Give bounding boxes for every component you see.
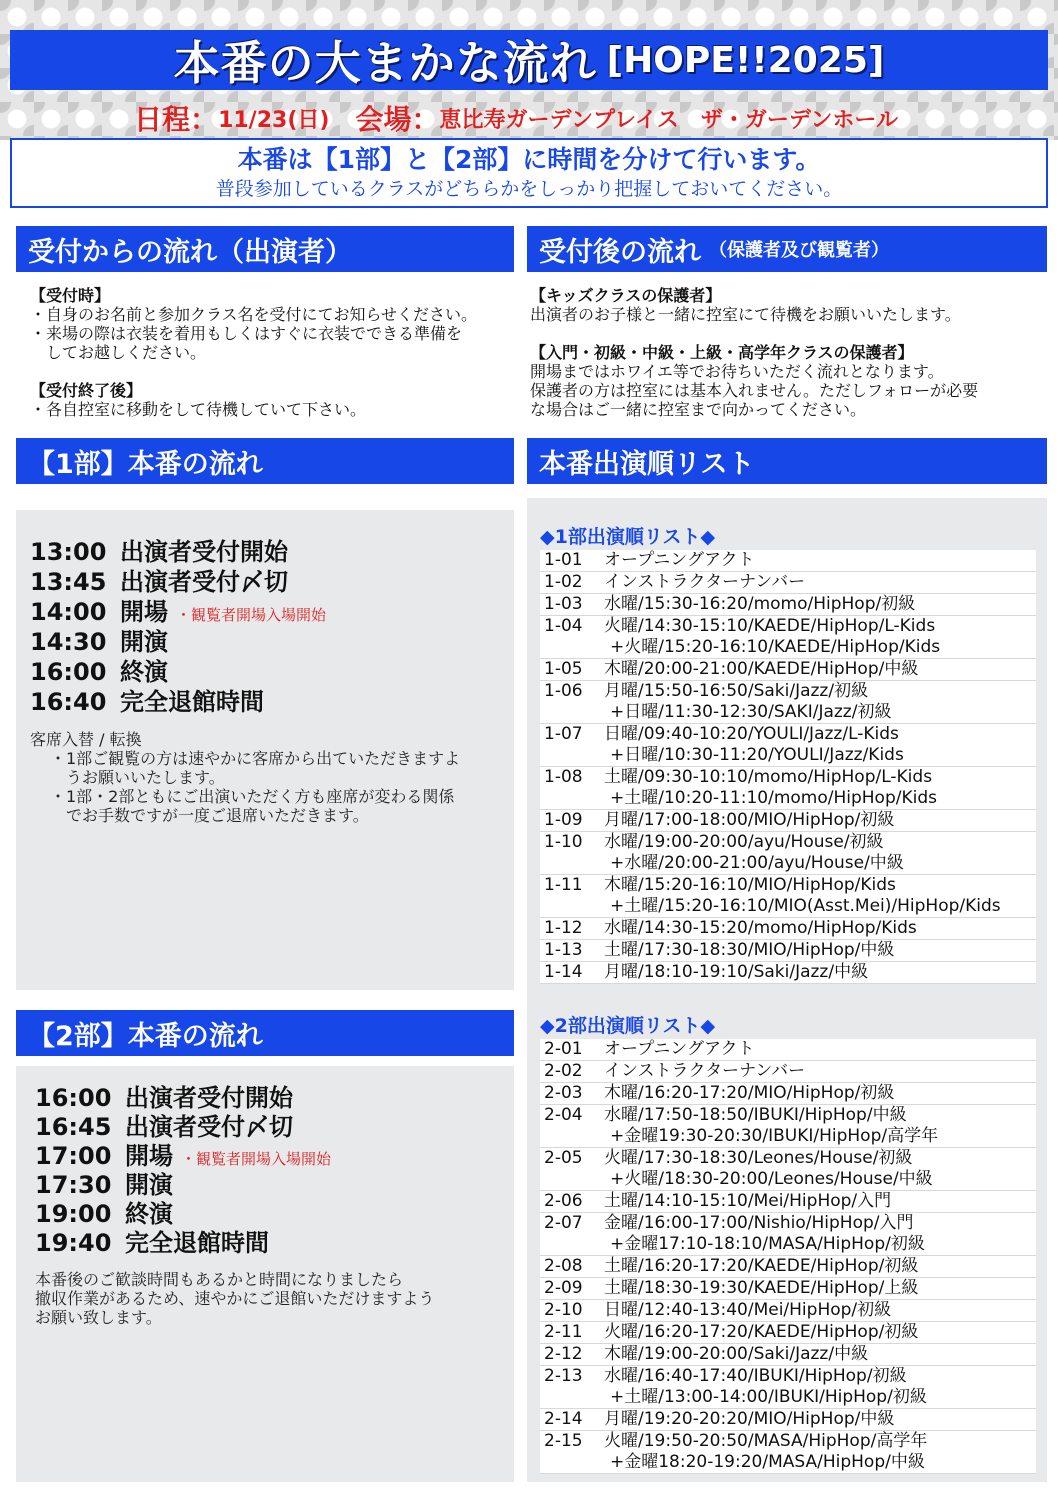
event-name: [HOPE!!2025]	[606, 39, 885, 81]
part1-note	[30, 730, 506, 825]
timeline-time: 16:00	[35, 1084, 112, 1112]
part2-note-line: お願い致します。	[35, 1308, 162, 1327]
order-line: +日曜/10:30-11:20/YOULI/Jazz/Kids	[610, 745, 904, 765]
order-number: 2-10	[544, 1300, 583, 1320]
order-line: 月曜/15:50-16:50/Saki/Jazz/初級	[604, 681, 869, 701]
part2-order-block	[540, 1011, 1036, 1474]
order-line: +金曜18:20-19:20/MASA/HipHop/中級	[610, 1452, 925, 1472]
order-line: 月曜/19:20-20:20/MIO/HipHop/中級	[604, 1409, 895, 1429]
timeline-time: 16:45	[35, 1113, 112, 1141]
part2-note-line: 本番後のご歓談時間もあるかと時間になりましたら	[35, 1270, 404, 1289]
timeline-time: 13:45	[30, 568, 107, 596]
timeline-label: 開場	[125, 1142, 173, 1170]
order-list-header	[527, 438, 1047, 484]
reception-heading: 【受付時】	[30, 286, 111, 305]
kids-guardian-line: 出演者のお子様と一緒に控室にて待機をお願いいたします。	[530, 305, 961, 324]
part2-note-line: 撤収作業があるため、速やかにご退館いただけますよう	[35, 1289, 435, 1308]
order-line: +土曜/13:00-14:00/IBUKI/HipHop/初級	[610, 1387, 927, 1407]
order-item	[540, 962, 1036, 984]
order-item	[540, 1344, 1036, 1366]
order-line: 水曜/19:00-20:00/ayu/House/初級	[604, 832, 884, 852]
timeline-label: 開演	[120, 628, 168, 656]
timeline-time: 14:30	[30, 628, 107, 656]
order-description	[604, 1344, 1036, 1365]
order-description	[604, 1213, 1036, 1255]
part2-note	[35, 1270, 505, 1327]
order-number: 2-01	[544, 1039, 583, 1059]
part2-timeline	[35, 1078, 332, 1257]
other-guardian-line: な場合はご一緒に控室まで向かってください。	[530, 400, 867, 419]
part1-flow-header	[16, 438, 514, 484]
order-number: 2-04	[544, 1105, 583, 1125]
timeline-time: 17:30	[35, 1171, 112, 1199]
order-description	[604, 918, 1036, 939]
title-banner	[10, 30, 1048, 90]
order-line: 水曜/14:30-15:20/momo/HipHop/Kids	[604, 918, 917, 938]
part1-note-line: うお願いいたします。	[66, 768, 225, 787]
venue-label: 会場：	[355, 103, 440, 136]
order-line: 土曜/17:30-18:30/MIO/HipHop/中級	[604, 940, 895, 960]
order-line: 火曜/16:20-17:20/KAEDE/HipHop/初級	[604, 1322, 919, 1342]
other-guardian-line: 保護者の方は控室には基本入れません。ただしフォローが必要	[530, 381, 979, 400]
order-item	[540, 1213, 1036, 1256]
order-number: 1-02	[544, 572, 583, 592]
order-line: 月曜/18:10-19:10/Saki/Jazz/中級	[604, 962, 869, 982]
order-item	[540, 1061, 1036, 1083]
order-item	[540, 875, 1036, 918]
order-item	[540, 594, 1036, 616]
order-line: オープニングアクト	[604, 1039, 755, 1059]
order-line: +土曜/10:20-11:10/momo/HipHop/Kids	[610, 788, 937, 808]
order-number: 2-03	[544, 1083, 583, 1103]
order-description	[604, 962, 1036, 983]
guardian-flow-title: 受付後の流れ	[539, 236, 701, 268]
performer-flow-text	[30, 286, 514, 419]
timeline-time: 14:00	[30, 598, 107, 626]
order-line: 木曜/15:20-16:10/MIO/HipHop/Kids	[604, 875, 896, 895]
page-title: 本番の大まかな流れ	[173, 36, 597, 90]
timeline-label: 出演者受付開始	[125, 1084, 293, 1112]
order-item	[540, 572, 1036, 594]
order-number: 1-10	[544, 832, 583, 852]
order-line: 火曜/17:30-18:30/Leones/House/初級	[604, 1148, 913, 1168]
order-line: 木曜/19:00-20:00/Saki/Jazz/中級	[604, 1344, 869, 1364]
part1-order-list	[540, 550, 1036, 984]
notice-sub: 普段参加しているクラスがどちらかをしっかり把握しておいてください。	[215, 178, 843, 200]
notice-main: 本番は【1部】と【2部】に時間を分けて行います。	[237, 145, 821, 174]
order-item	[540, 616, 1036, 659]
order-description	[604, 767, 1036, 809]
order-item	[540, 659, 1036, 681]
timeline-time: 16:00	[30, 658, 107, 686]
timeline-time: 16:40	[30, 688, 107, 716]
order-item	[540, 767, 1036, 810]
order-item	[540, 1191, 1036, 1213]
timeline-label: 終演	[125, 1200, 173, 1228]
order-item	[540, 1256, 1036, 1278]
timeline-label: 完全退館時間	[120, 688, 264, 716]
timeline-time: 17:00	[35, 1142, 112, 1170]
part1-timeline	[30, 532, 327, 716]
order-number: 1-07	[544, 724, 583, 744]
order-line: +日曜/11:30-12:30/SAKI/Jazz/初級	[610, 702, 892, 722]
order-line: +火曜/15:20-16:10/KAEDE/HipHop/Kids	[610, 637, 941, 657]
order-description	[604, 1083, 1036, 1104]
date-label: 日程：	[134, 103, 219, 136]
order-number: 2-06	[544, 1191, 583, 1211]
guardian-flow-header	[527, 226, 1047, 272]
timeline-time: 19:00	[35, 1200, 112, 1228]
order-item	[540, 1278, 1036, 1300]
timeline-row	[30, 532, 326, 566]
part2-order-list	[540, 1039, 1036, 1474]
order-item	[540, 1083, 1036, 1105]
order-description	[604, 1256, 1036, 1277]
order-number: 2-05	[544, 1148, 583, 1168]
timeline-label: 開演	[125, 1171, 173, 1199]
order-number: 1-01	[544, 550, 583, 570]
order-item	[540, 918, 1036, 940]
part2-flow-header	[16, 1010, 514, 1056]
order-item	[540, 1409, 1036, 1431]
order-description	[604, 1191, 1036, 1212]
date-value: 11/23(日)	[218, 107, 330, 133]
order-list-title: 本番出演順リスト	[539, 448, 755, 480]
order-description	[604, 1409, 1036, 1430]
timeline-label: 開場	[120, 598, 168, 626]
order-number: 2-07	[544, 1213, 583, 1233]
part1-order-block	[540, 522, 1036, 984]
order-number: 2-11	[544, 1322, 583, 1342]
order-item	[540, 681, 1036, 724]
order-line: インストラクターナンバー	[604, 572, 806, 592]
order-description	[604, 1039, 1036, 1060]
order-number: 1-05	[544, 659, 583, 679]
order-number: 1-08	[544, 767, 583, 787]
order-number: 1-12	[544, 918, 583, 938]
order-line: +土曜/15:20-16:10/MIO(Asst.Mei)/HipHop/Kids	[610, 896, 1001, 916]
order-description	[604, 594, 1036, 615]
order-description	[604, 1300, 1036, 1321]
timeline-label: 出演者受付〆切	[125, 1113, 293, 1141]
timeline-time: 19:40	[35, 1229, 112, 1257]
timeline-row	[30, 622, 326, 656]
order-line: 土曜/09:30-10:10/momo/HipHop/L-Kids	[604, 767, 933, 787]
order-line: +火曜/18:30-20:00/Leones/House/中級	[610, 1169, 933, 1189]
part1-flow-title: 【1部】本番の流れ	[28, 448, 263, 480]
order-number: 1-14	[544, 962, 583, 982]
order-description	[604, 832, 1036, 874]
timeline-time: 13:00	[30, 538, 107, 566]
guardian-flow-text	[530, 286, 1045, 419]
order-line: 月曜/17:00-18:00/MIO/HipHop/初級	[604, 810, 895, 830]
order-item	[540, 1431, 1036, 1474]
after-reception-line: ・各自控室に移動をして待機していて下さい。	[30, 400, 367, 419]
part1-note-line: でお手数ですが一度ご退席いただきます。	[66, 806, 369, 825]
order-line: 日曜/12:40-13:40/Mei/HipHop/初級	[604, 1300, 892, 1320]
order-number: 2-09	[544, 1278, 583, 1298]
order-line: 火曜/19:50-20:50/MASA/HipHop/高学年	[604, 1431, 928, 1451]
reception-line: してお越しください。	[46, 343, 207, 362]
timeline-label: 出演者受付開始	[120, 538, 288, 566]
order-line: 火曜/14:30-15:10/KAEDE/HipHop/L-Kids	[604, 616, 936, 636]
order-item	[540, 810, 1036, 832]
timeline-row	[35, 1078, 331, 1112]
timeline-label: 出演者受付〆切	[120, 568, 288, 596]
kids-guardian-heading: 【キッズクラスの保護者】	[530, 286, 722, 305]
part1-note-heading: 客席入替 / 転換	[30, 730, 142, 749]
order-item	[540, 1105, 1036, 1148]
order-item	[540, 1300, 1036, 1322]
order-description	[604, 550, 1036, 571]
venue-value: 恵比寿ガーデンプレイス ザ・ガーデンホール	[439, 107, 898, 133]
order-number: 2-08	[544, 1256, 583, 1276]
order-item	[540, 832, 1036, 875]
order-number: 1-11	[544, 875, 583, 895]
part1-order-title: ◆1部出演順リスト◆	[540, 526, 716, 548]
order-line: +金曜17:10-18:10/MASA/HipHop/初級	[610, 1234, 925, 1254]
order-item	[540, 724, 1036, 767]
after-reception-heading: 【受付終了後】	[30, 381, 143, 400]
timeline-label: 完全退館時間	[125, 1229, 269, 1257]
order-number: 1-09	[544, 810, 583, 830]
order-description	[604, 1431, 1036, 1473]
other-guardian-line: 開場まではホワイエ等でお待ちいただく流れとなります。	[530, 362, 944, 381]
order-line: オープニングアクト	[604, 550, 755, 570]
order-description	[604, 724, 1036, 766]
order-number: 2-02	[544, 1061, 583, 1081]
order-description	[604, 572, 1036, 593]
part2-flow-title: 【2部】本番の流れ	[28, 1020, 263, 1052]
timeline-label: 終演	[120, 658, 168, 686]
order-description	[604, 659, 1036, 680]
order-description	[604, 1148, 1036, 1190]
order-description	[604, 1366, 1036, 1408]
order-line: 金曜/16:00-17:00/Nishio/HipHop/入門	[604, 1213, 914, 1233]
performer-flow-title: 受付からの流れ（出演者）	[28, 236, 352, 268]
order-line: 木曜/20:00-21:00/KAEDE/HipHop/中級	[604, 659, 919, 679]
order-description	[604, 681, 1036, 723]
order-description	[604, 875, 1036, 917]
order-line: 木曜/16:20-17:20/MIO/HipHop/初級	[604, 1083, 895, 1103]
part1-note-line: ・1部ご観覧の方は速やかに客席から出ていただきますよ	[50, 749, 461, 768]
guardian-flow-subtitle: （保護者及び観覧者）	[709, 240, 889, 261]
order-description	[604, 616, 1036, 658]
timeline-row	[30, 652, 326, 686]
order-item	[540, 1039, 1036, 1061]
part2-order-title: ◆2部出演順リスト◆	[540, 1015, 716, 1037]
order-number: 2-15	[544, 1431, 583, 1451]
order-item	[540, 1366, 1036, 1409]
order-line: 水曜/15:30-16:20/momo/HipHop/初級	[604, 594, 916, 614]
event-schedule	[0, 98, 1058, 138]
order-line: +金曜19:30-20:30/IBUKI/HipHop/高学年	[610, 1126, 939, 1146]
order-line: 水曜/17:50-18:50/IBUKI/HipHop/中級	[604, 1105, 907, 1125]
order-description	[604, 1322, 1036, 1343]
order-description	[604, 1061, 1036, 1082]
order-line: 土曜/14:10-15:10/Mei/HipHop/入門	[604, 1191, 892, 1211]
timeline-note: ・観覧者開場入場開始	[181, 1150, 332, 1168]
notice-box	[10, 138, 1048, 208]
order-line: +水曜/20:00-21:00/ayu/House/中級	[610, 853, 904, 873]
order-line: 日曜/09:40-10:20/YOULI/Jazz/L-Kids	[604, 724, 899, 744]
order-description	[604, 940, 1036, 961]
order-number: 1-13	[544, 940, 583, 960]
order-number: 1-03	[544, 594, 583, 614]
timeline-row	[30, 682, 326, 716]
order-description	[604, 1105, 1036, 1147]
order-item	[540, 1148, 1036, 1191]
order-line: 土曜/16:20-17:20/KAEDE/HipHop/初級	[604, 1256, 919, 1276]
order-description	[604, 1278, 1036, 1299]
performer-flow-header	[16, 226, 514, 272]
order-number: 2-12	[544, 1344, 583, 1364]
order-description	[604, 810, 1036, 831]
timeline-note: ・観覧者開場入場開始	[176, 606, 327, 624]
order-line: 水曜/16:40-17:40/IBUKI/HipHop/初級	[604, 1366, 907, 1386]
order-item	[540, 1322, 1036, 1344]
reception-line: ・自身のお名前と参加クラス名を受付にてお知らせください。	[30, 305, 478, 324]
order-line: インストラクターナンバー	[604, 1061, 806, 1081]
reception-line: ・来場の際は衣装を着用もしくはすぐに衣装でできる準備を	[30, 324, 463, 343]
order-number: 1-06	[544, 681, 583, 701]
order-number: 1-04	[544, 616, 583, 636]
part1-note-line: ・1部・2部ともにご出演いただく方も座席が変わる関係	[50, 787, 455, 806]
order-item	[540, 550, 1036, 572]
order-number: 2-13	[544, 1366, 583, 1386]
timeline-row	[30, 562, 326, 596]
order-number: 2-14	[544, 1409, 583, 1429]
other-guardian-heading: 【入門・初級・中級・上級・高学年クラスの保護者】	[530, 343, 914, 362]
order-item	[540, 940, 1036, 962]
order-line: 土曜/18:30-19:30/KAEDE/HipHop/上級	[604, 1278, 919, 1298]
